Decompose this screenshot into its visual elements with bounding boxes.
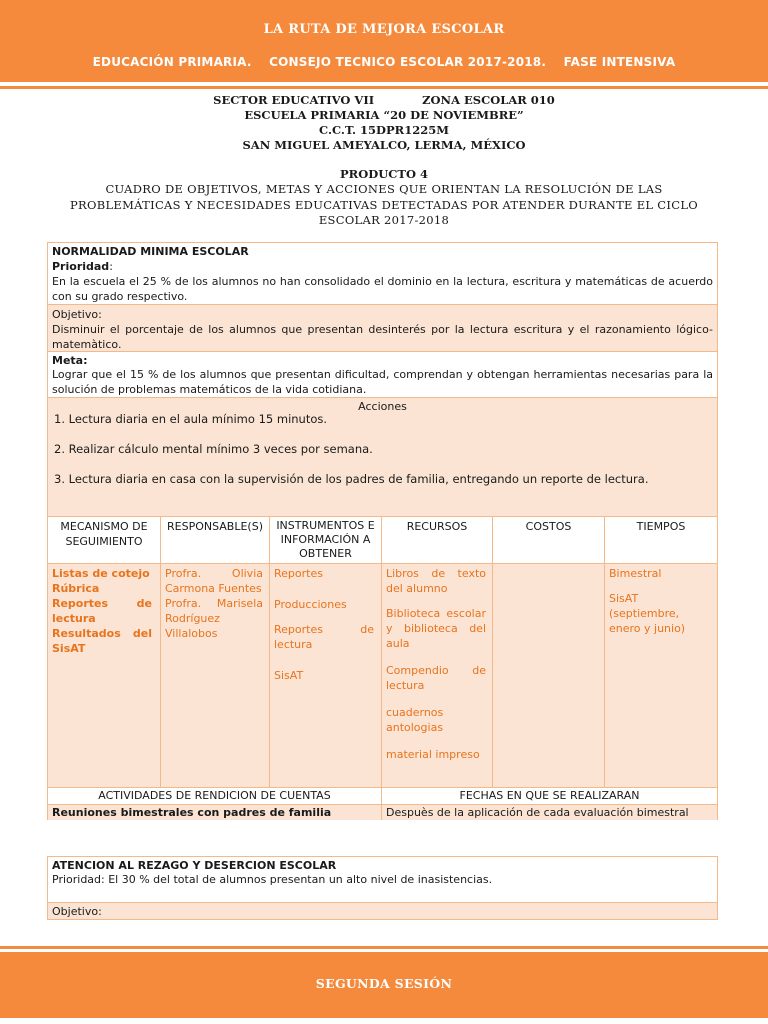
mechanism-item: Resultados del SisAT (52, 627, 152, 655)
instruments-cell (270, 563, 382, 787)
instrument-item: Reportes de lectura (274, 623, 374, 651)
header-line-4: SAN MIGUEL AMEYALCO, LERMA, MÉXICO (242, 138, 526, 152)
col-header-instruments: INSTRUMENTOS E INFORMACIÓN A OBTENER (270, 516, 382, 563)
costs-cell (493, 563, 605, 787)
accountability-value: Reuniones bimestrales con padres de familia (48, 804, 382, 820)
col-header-mechanism: MECANISMO DE SEGUIMIENTO (48, 516, 161, 563)
top-banner (0, 0, 768, 82)
header-line-3: C.C.T. 15DPR1225M (319, 123, 449, 137)
banner-subtitle: EDUCACIÓN PRIMARIA. CONSEJO TECNICO ESCOLAR 2017-2018. FASE INTENSIVA (92, 55, 676, 69)
accountability-header: ACTIVIDADES DE RENDICION DE CUENTAS (48, 787, 382, 804)
product-title: PRODUCTO 4 (340, 167, 428, 181)
actions-block (48, 397, 717, 516)
priority-label-line (52, 259, 713, 274)
time-item: Bimestral (609, 567, 662, 580)
dates-value: Despuès de la aplicación de cada evaluación bimestral (382, 804, 717, 820)
responsible-item: Profra. Marisela Rodríguez Villalobos (165, 597, 263, 640)
col-header-times: TIEMPOS (605, 516, 717, 563)
banner-title: LA RUTA DE MEJORA ESCOLAR (263, 22, 505, 37)
instrument-item: Reportes (274, 567, 323, 580)
divider-line (0, 86, 768, 89)
product-description: CUADRO DE OBJETIVOS, METAS Y ACCIONES QUE ORIENTAN LA RESOLUCIÓN DE LAS PROBLEMÁTICAS Y NECESIDADES EDUCATIVAS DETECTADAS POR ATENDER DURANTE EL CICLO ESCOLAR 2017-2018 (69, 182, 698, 227)
responsible-item: Profra. Olivia Carmona Fuentes (165, 567, 263, 595)
resource-item: Biblioteca escolar y biblioteca del aula (386, 607, 486, 650)
section-title: NORMALIDAD MINIMA ESCOLAR (52, 245, 249, 258)
rezago-priority-block (48, 857, 717, 902)
objective-text: Disminuir el porcentaje de los alumnos que presentan desinterés por la lectura escritura y el razonamiento lógico-matemàtico. (52, 323, 713, 351)
priority-block (48, 243, 717, 304)
header-line-1: SECTOR EDUCATIVO VII ZONA ESCOLAR 010 (213, 93, 555, 107)
goal-text: Lograr que el 15 % de los alumnos que presentan dificultad, comprendan y obtengan herramientas necesarias para la solución de problemas matemáticos de la vida cotidiana. (52, 368, 713, 396)
mechanism-cell (48, 563, 161, 787)
section2-priority: Prioridad: El 30 % del total de alumnos presentan un alto nivel de inasistencias. (52, 873, 493, 886)
bottom-banner (0, 952, 768, 1018)
goal-label: Meta: (52, 354, 88, 367)
mechanism-item: Rúbrica (52, 582, 100, 595)
time-item: SisAT (septiembre, enero y junio) (609, 592, 686, 635)
action-item: 1. Lectura diaria en el aula mínimo 15 minutos. (54, 412, 328, 426)
col-header-responsible: RESPONSABLE(S) (161, 516, 270, 563)
col-header-resources: RECURSOS (382, 516, 493, 563)
objective-block (48, 304, 717, 351)
instrument-item: SisAT (274, 669, 304, 682)
resource-item: cuadernos antologias (386, 706, 444, 734)
mechanism-item: Reportes de lectura (52, 597, 152, 625)
responsible-cell (161, 563, 270, 787)
section2-objective: Objetivo: (48, 902, 717, 919)
resource-item: material impreso (386, 748, 480, 761)
times-cell (605, 563, 717, 787)
actions-label: Acciones (358, 400, 407, 413)
resources-cell (382, 563, 493, 787)
goal-block (48, 351, 717, 397)
dates-header: FECHAS EN QUE SE REALIZARAN (382, 787, 717, 804)
col-header-costs: COSTOS (493, 516, 605, 563)
instrument-item: Producciones (274, 598, 347, 611)
mechanism-item: Listas de cotejo (52, 567, 150, 580)
resource-item: Compendio de lectura (386, 664, 486, 692)
section2-title: ATENCION AL REZAGO Y DESERCION ESCOLAR (52, 859, 337, 872)
divider-line (0, 946, 768, 949)
objective-label: Objetivo: (52, 308, 102, 321)
priority-colon: : (109, 260, 113, 273)
header-line-2: ESCUELA PRIMARIA “20 DE NOVIEMBRE” (244, 108, 524, 122)
priority-text: En la escuela el 25 % de los alumnos no han consolidado el dominio en la lectura, escritura y matemáticas de acuerdo con su grado respectivo. (52, 275, 713, 303)
action-item: 2. Realizar cálculo mental mínimo 3 veces por semana. (54, 442, 373, 456)
bottom-banner-title: SEGUNDA SESIÓN (315, 976, 453, 991)
action-item: 3. Lectura diaria en casa con la supervisión de los padres de familia, entregando un reporte de lectura. (54, 472, 649, 486)
priority-label: Prioridad (52, 260, 110, 273)
resource-item: Libros de texto del alumno (386, 567, 486, 595)
